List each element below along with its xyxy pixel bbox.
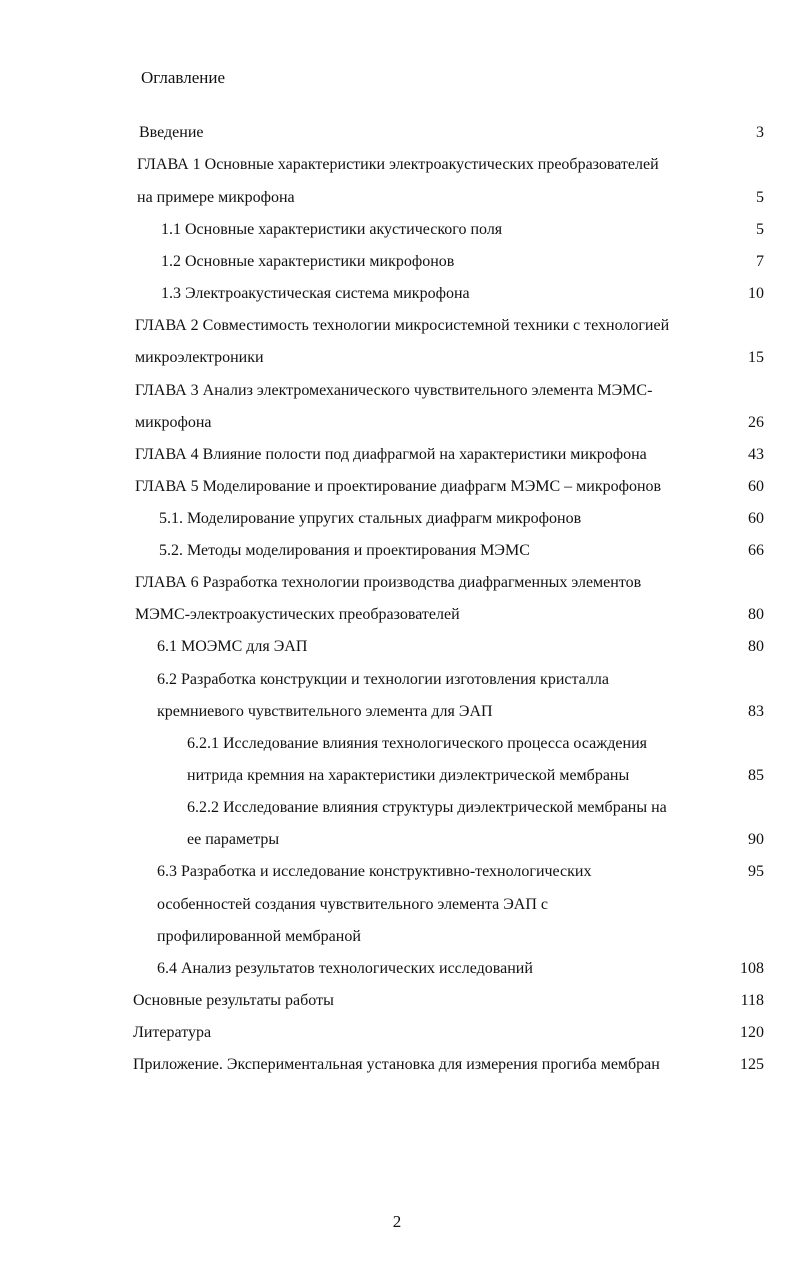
toc-entry-page: 26 xyxy=(748,414,764,431)
toc-entry-text: 1.3 Электроакустическая система микрофона xyxy=(161,285,470,302)
toc-entry xyxy=(0,989,794,1013)
toc-entry-page: 95 xyxy=(748,863,764,880)
toc-entry-page: 83 xyxy=(748,703,764,720)
toc-entry xyxy=(0,700,794,724)
toc-entry xyxy=(0,796,794,820)
toc-entry-text: 6.2.1 Исследование влияния технологического процесса осаждения xyxy=(187,735,647,752)
toc-entry xyxy=(0,860,794,884)
toc-entry-text: ее параметры xyxy=(187,831,280,848)
toc-entry-page: 90 xyxy=(748,831,764,848)
toc-entry xyxy=(0,1053,794,1077)
toc-entry-text: Основные результаты работы xyxy=(133,992,334,1009)
toc-entry-text: Литература xyxy=(133,1024,212,1041)
toc-entry-page: 5 xyxy=(756,189,764,206)
toc-entry xyxy=(0,603,794,627)
toc-entry-page: 66 xyxy=(748,542,764,559)
toc-entry xyxy=(0,571,794,595)
toc-entry xyxy=(0,957,794,981)
toc-entry-page: 15 xyxy=(748,349,764,366)
toc-entry xyxy=(0,507,794,531)
toc-entry-text: ГЛАВА 6 Разработка технологии производства диафрагменных элементов xyxy=(135,574,642,591)
toc-entry xyxy=(0,379,794,403)
toc-entry xyxy=(0,121,794,145)
toc-entry-page: 120 xyxy=(740,1024,764,1041)
toc-entry-page: 5 xyxy=(756,221,764,238)
toc-entry-page: 10 xyxy=(748,285,764,302)
toc-entry-page: 118 xyxy=(740,992,764,1009)
toc-entry xyxy=(0,186,794,210)
toc-entry-text: 6.3 Разработка и исследование конструктивно-технологических xyxy=(157,863,592,880)
toc-entry xyxy=(0,282,794,306)
toc-entry-text: Введение xyxy=(139,124,204,141)
toc-entry-text: микроэлектроники xyxy=(135,349,264,366)
page-title: Оглавление xyxy=(141,68,225,87)
toc-entry-page: 7 xyxy=(756,253,764,270)
toc-entry xyxy=(0,153,794,177)
toc-entry-text: особенностей создания чувствительного элемента ЭАП с xyxy=(157,896,549,913)
toc-entry-text: микрофона xyxy=(135,414,212,431)
toc-entry xyxy=(0,411,794,435)
toc-entry-text: ГЛАВА 5 Моделирование и проектирование диафрагм МЭМС – микрофонов xyxy=(135,478,662,495)
toc-entry-text: 6.2 Разработка конструкции и технологии изготовления кристалла xyxy=(157,671,609,688)
toc-entry xyxy=(0,346,794,370)
toc-entry-text: 6.4 Анализ результатов технологических исследований xyxy=(157,960,533,977)
toc-entry-page: 60 xyxy=(748,478,764,495)
page-number: 2 xyxy=(392,1212,402,1231)
toc-entry xyxy=(0,925,794,949)
toc-entry xyxy=(0,250,794,274)
toc-entry xyxy=(0,314,794,338)
toc-entry-text: кремниевого чувствительного элемента для ЭАП xyxy=(157,703,493,720)
toc-entry-text: 5.2. Методы моделирования и проектирования МЭМС xyxy=(159,542,530,559)
toc-entry-text: ГЛАВА 1 Основные характеристики электроакустических преобразователей xyxy=(137,156,659,173)
toc-entry-text: нитрида кремния на характеристики диэлектрической мембраны xyxy=(187,767,630,784)
toc-entry xyxy=(0,668,794,692)
toc-entry-text: 6.1 МОЭМС для ЭАП xyxy=(157,638,308,655)
toc-entry-text: ГЛАВА 2 Совместимость технологии микросистемной техники с технологией xyxy=(135,317,670,334)
toc-entry-page: 125 xyxy=(740,1056,764,1073)
toc-entry-page: 43 xyxy=(748,446,764,463)
toc-entry-text: профилированной мембраной xyxy=(157,928,361,945)
toc-entry-text: ГЛАВА 3 Анализ электромеханического чувствительного элемента МЭМС- xyxy=(135,382,653,399)
toc-entry-text: 6.2.2 Исследование влияния структуры диэлектрической мембраны на xyxy=(187,799,667,816)
toc-entry-page: 60 xyxy=(748,510,764,527)
toc-entry-page: 108 xyxy=(740,960,764,977)
toc-entry-page: 85 xyxy=(748,767,764,784)
toc-entry-page: 80 xyxy=(748,638,764,655)
toc-entry-page: 3 xyxy=(756,124,764,141)
toc-entry xyxy=(0,539,794,563)
toc-entry xyxy=(0,828,794,852)
toc-entry-text: 1.2 Основные характеристики микрофонов xyxy=(161,253,455,270)
toc-entry-text: МЭМС-электроакустических преобразователей xyxy=(135,606,460,623)
toc-entry-text: 1.1 Основные характеристики акустического поля xyxy=(161,221,503,238)
toc-entry xyxy=(0,764,794,788)
toc-entry-text: на примере микрофона xyxy=(137,189,295,206)
toc-entry-page: 80 xyxy=(748,606,764,623)
toc-entry-text: 5.1. Моделирование упругих стальных диафрагм микрофонов xyxy=(159,510,582,527)
toc-entry xyxy=(0,635,794,659)
toc-entry-text: Приложение. Экспериментальная установка для измерения прогиба мембран xyxy=(133,1056,660,1073)
toc-entry-text: ГЛАВА 4 Влияние полости под диафрагмой на характеристики микрофона xyxy=(135,446,647,463)
toc-entry xyxy=(0,218,794,242)
toc-entry xyxy=(0,732,794,756)
toc-entry xyxy=(0,475,794,499)
toc-entry xyxy=(0,1021,794,1045)
toc-entry xyxy=(0,443,794,467)
toc-entry xyxy=(0,893,794,917)
